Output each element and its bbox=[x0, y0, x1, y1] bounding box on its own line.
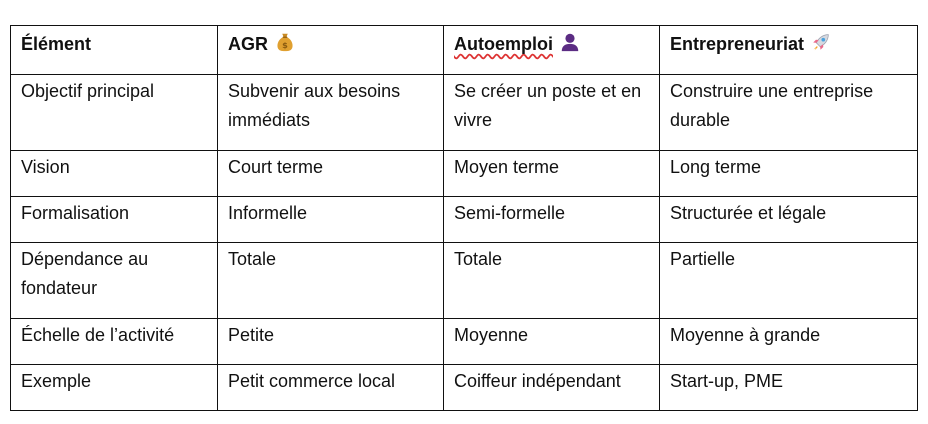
table-cell: Se créer un poste et en vivre bbox=[444, 75, 660, 151]
header-label: Entrepreneuriat bbox=[670, 34, 805, 54]
table-cell: Petite bbox=[218, 319, 444, 365]
table-cell: Dépendance au fondateur bbox=[11, 243, 218, 319]
table-cell: Long terme bbox=[660, 151, 918, 197]
table-cell: Informelle bbox=[218, 197, 444, 243]
table-row bbox=[11, 75, 918, 151]
table-cell: Construire une entreprise durable bbox=[660, 75, 918, 151]
table-row bbox=[11, 151, 918, 197]
table-cell: Partielle bbox=[660, 243, 918, 319]
header-label: Autoemploi bbox=[454, 34, 553, 54]
table-cell: Totale bbox=[444, 243, 660, 319]
table-cell: Subvenir aux besoins immédiats bbox=[218, 75, 444, 151]
table-cell: Semi-formelle bbox=[444, 197, 660, 243]
header-agr bbox=[218, 26, 444, 75]
table-cell: Formalisation bbox=[11, 197, 218, 243]
rocket-icon bbox=[810, 31, 832, 53]
table-cell: Totale bbox=[218, 243, 444, 319]
header-entrepreneuriat bbox=[660, 26, 918, 75]
table-cell: Objectif principal bbox=[11, 75, 218, 151]
table-cell: Moyen terme bbox=[444, 151, 660, 197]
table-row bbox=[11, 365, 918, 411]
table-cell: Moyenne à grande bbox=[660, 319, 918, 365]
header-label: AGR bbox=[228, 34, 268, 54]
table-cell: Coiffeur indépendant bbox=[444, 365, 660, 411]
money-bag-icon bbox=[274, 31, 296, 53]
table-row bbox=[11, 243, 918, 319]
table-cell: Vision bbox=[11, 151, 218, 197]
comparison-table bbox=[10, 25, 918, 411]
table-cell: Court terme bbox=[218, 151, 444, 197]
table-cell: Petit commerce local bbox=[218, 365, 444, 411]
table-header-row bbox=[11, 26, 918, 75]
header-label: Élément bbox=[21, 34, 92, 54]
table-row bbox=[11, 319, 918, 365]
person-silhouette-icon bbox=[559, 31, 581, 53]
table-cell: Exemple bbox=[11, 365, 218, 411]
table-cell: Start-up, PME bbox=[660, 365, 918, 411]
table-cell: Échelle de l’activité bbox=[11, 319, 218, 365]
header-element bbox=[11, 26, 218, 75]
table-row bbox=[11, 197, 918, 243]
table-cell: Structurée et légale bbox=[660, 197, 918, 243]
svg-text:$: $ bbox=[282, 39, 288, 50]
table-cell: Moyenne bbox=[444, 319, 660, 365]
header-autoemploi bbox=[444, 26, 660, 75]
